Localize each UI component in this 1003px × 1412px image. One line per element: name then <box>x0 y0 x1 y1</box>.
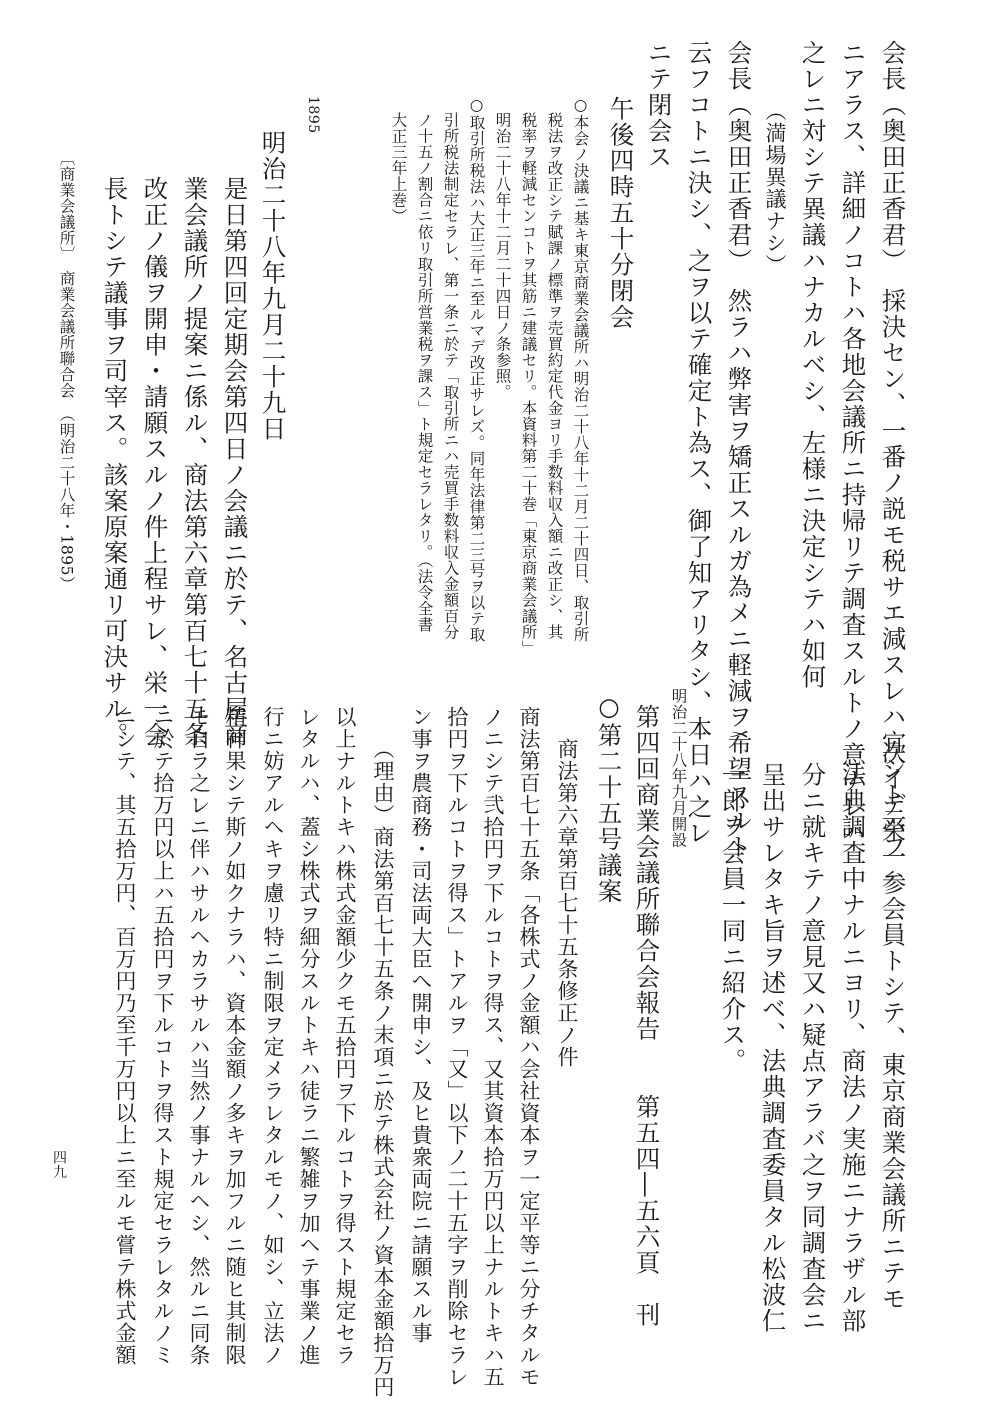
body-line: 改正ノ儀ヲ開申・請願スルノ件上程サレ、栄一会 <box>140 176 170 748</box>
intro-line: 次イデ栄一参会員トシテ、東京商業会議所ニテモ <box>878 740 908 1312</box>
agenda-text-line: 商法第百七十五条「各株式ノ金額ハ会社資本ヲ一定平等ニ分チタルモ <box>517 706 541 1388</box>
agenda-subtitle: 商法第六章第百七十五条修正ノ件 <box>555 738 579 1068</box>
report-date-heading: 明治二十八年九月開設 <box>669 688 688 848</box>
agenda-text-line: 以上ナルトキハ株式金額少クモ五拾円ヲ下ルコトヲ得スト規定セラ <box>333 706 357 1366</box>
text-line: 之レニ対シテ異議ハナカルベシ、左様ニ決定シテハ如何 <box>798 40 828 690</box>
agenda-text-line: ン事ヲ農商務・司法両大臣へ開申シ、及ヒ貴衆両院ニ請願スル事 <box>409 706 433 1344</box>
note-line: ノ十五ノ割合ニ依リ取引所営業税ヲ課ス」ト規定セラレタリ。（法令全書 <box>415 112 434 633</box>
agenda-heading: ○第二十五号議案 <box>594 692 624 905</box>
agenda-text-line: 行ニ妨アルヘキヲ慮リ特ニ制限ヲ定メラレタルモノ、如シ、立法ノ <box>261 706 285 1366</box>
body-line: 長トシテ議事ヲ司宰ス。該案原案通リ可決サル。 <box>100 176 130 748</box>
note-line: ○取引所税法ハ大正三年ニ至ルマデ改正サレズ。同年法律第二三号ヲ以テ取 <box>467 96 486 643</box>
note-line: 引所税法制定セラレ、第一条ニ於テ「取引所ニハ売買手数料収入金額百分 <box>441 112 460 640</box>
intro-line: 一郎ヲ会員一同ニ紹介ス。 <box>718 762 748 1074</box>
text-line: 会長（奥田正香君） 採決セン、一番ノ説モ税サエ減スレハ宜シト云フ <box>878 40 908 860</box>
agenda-text-line: （理由）商法第百七十五条ノ末項ニ於テ株式会社ノ資本金額拾万円 <box>371 738 395 1398</box>
intro-line: 分ニ就キテノ意見又ハ疑点アラバ之ヲ同調査会ニ <box>798 762 828 1334</box>
body-line: 是日第四回定期会第四日ノ会議ニ於テ、名古屋商 <box>220 176 250 748</box>
text-line: 午後四時五十分閉会 <box>606 96 636 330</box>
year-number: 1895 <box>305 96 321 134</box>
agenda-text-line: レタルハ、蓋シ株式ヲ細分スルトキハ徒ラニ繁雑ヲ加ヘテ事業ノ進 <box>297 706 321 1366</box>
report-title: 第四回商業会議所聯合会報告 第五四―五六頁 刊 <box>632 704 662 1328</box>
note-line: ○本会ノ決議ニ基キ東京商業会議所ハ明治二十八年十二月二十四日、取引所 <box>571 96 590 643</box>
note-line: 税法ヲ改正シテ賦課ノ標準ヲ売買約定代金ヨリ手数料収入額ニ改正シ、其 <box>545 112 564 640</box>
page-number: 四九 <box>51 1150 67 1179</box>
agenda-text-line: 拾円ヲ下ルコトヲ得ス」トアルヲ「又」以下ノ二十五字ヲ削除セラレ <box>445 706 469 1388</box>
note-line: 税率ヲ軽減センコトヲ其筋ニ建議セリ。本資料第二十巻「東京商業会議所」 <box>519 112 538 656</box>
note-line: 大正三年上巻） <box>389 112 408 224</box>
agenda-text-line: ニ於テ拾万円以上ハ五拾円ヲ下ルコトヲ得スト規定セラレタルノミ <box>151 706 175 1366</box>
text-line: ニアラス、詳細ノコトハ各地会議所ニ持帰リテ調査スルトノ意ナレハ <box>838 40 868 846</box>
text-line: 云フコトニ決シ、之ヲ以テ確定ト為ス、御了知アリタシ、本日ハ之レ <box>684 40 714 846</box>
agenda-text-line: ノニシテ弐拾円ヲ下ルコトヲ得ス、又其資本拾万円以上ナルトキハ五 <box>481 706 505 1388</box>
agenda-text-line: ニシテ、其五拾万円、百万円乃至千万円以上ニ至ルモ嘗テ株式金額 <box>113 706 137 1366</box>
text-line: ニテ閉会ス <box>644 40 674 170</box>
entry-date: 明治二十八年九月二十九日 <box>258 130 288 442</box>
agenda-text-line: モ自ラ之レニ伴ハサルヘカラサルハ当然ノ事ナルヘシ、然ルニ同条 <box>187 706 211 1366</box>
source-citation: 〔商業会議所〕 商業会議所聯合会 （明治二十八年・1895） <box>57 150 76 592</box>
agenda-text-line: 精神果シテ斯ノ如クナラハ、資本金額ノ多キヲ加フルニ随ヒ其制限 <box>223 706 247 1366</box>
intro-line: 呈出サレタキ旨ヲ述ベ、法典調査委員タル松波仁 <box>758 762 788 1334</box>
body-line: 業会議所ノ提案ニ係ル、商法第六章第百七十五条 <box>180 176 210 748</box>
note-line: 明治二十八年十二月二十四日ノ条参照。 <box>493 112 512 400</box>
intro-line: 法典調査中ナルニヨリ、商法ノ実施ニナラザル部 <box>838 762 868 1334</box>
text-line: （満場異議ナシ） <box>763 100 787 276</box>
text-line: 会長（奥田正香君） 然ラハ弊害ヲ矯正スルガ為メニ軽減ヲ希望スルト <box>724 40 754 860</box>
